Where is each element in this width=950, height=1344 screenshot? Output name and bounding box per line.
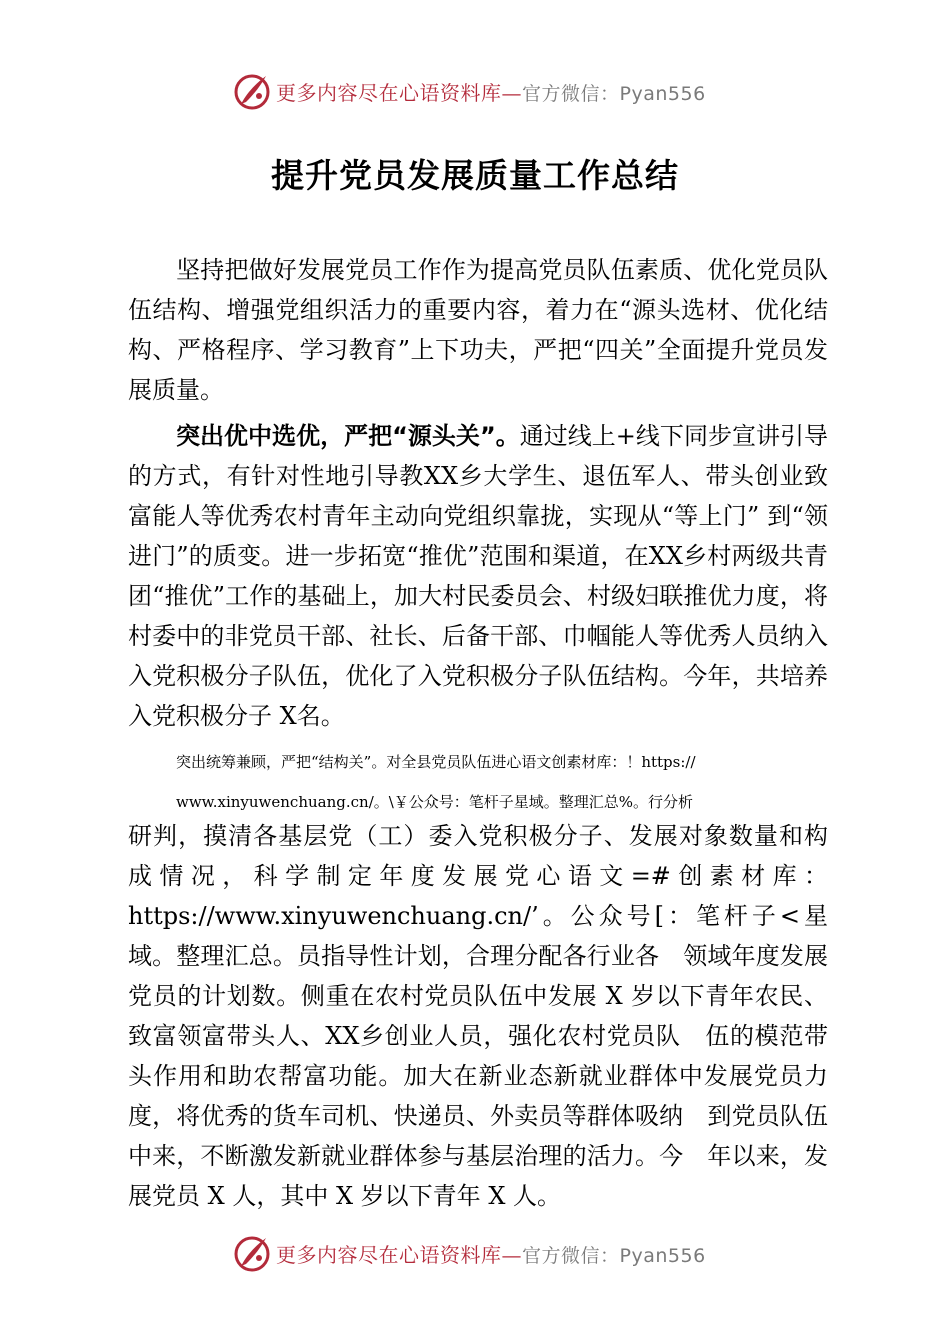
brush-logo-icon: [232, 71, 272, 111]
page-title: 提升党员发展质量工作总结: [271, 156, 679, 195]
structure-small-line-1: 突出统筹兼顾，严把“结构关”。对全县党员队伍进心语文创素材库：！https://: [176, 753, 696, 771]
banner-text: 更多内容尽在心语资料库—官方微信：Pyan556: [276, 1242, 706, 1267]
source-lead: 突出优中选优，严把“源头关”。: [176, 422, 520, 450]
header-banner: [232, 70, 752, 112]
source-paragraph: 突出优中选优，严把“源头关”。通过线上+线下同步宣讲引导的方式，有针对性地引导教XX乡大学生、退伍军人、带头创业致富能人等优秀农村青年主动向党组织靠拢，实现从“等上门” 到“领进门”的质变。进一步拓宽“推优”范围和渠道，在XX乡村两级共青团“推优”工作的基础上，加大村民委员会、村级妇联推优力度，将村委中的非党员干部、社长、后备干部、巾帼能人等优秀人员纳入入党积极分子队伍，优化了入党积极分子队伍结构。今年，共培养入党积极分子 X名。: [128, 422, 829, 730]
brush-logo-icon: [232, 1233, 272, 1273]
structure-paragraph: 研判，摸清各基层党（工）委入党积极分子、发展对象数量和构 成情况，科学制定年度发展党心语文=#创素材库：https://www.xinyuwenchuang.cn/’。公众号[：笔杆子<星域。整理汇总。员指导性计划，合理分配各行业各 领域年度发展党员的计划数。侧重在农村党员队伍中发展 X 岁以下青年农民、致富领富带头人、XX乡创业人员，强化农村党员队 伍的模范带头作用和助农帮富功能。加大在新业态新就业群体中发展党员力度，将优秀的货车司机、快递员、外卖员等群体吸纳 到党员队伍中来，不断激发新就业群体参与基层治理的活力。今 年以来，发展党员 X 人，其中 X 岁以下青年 X 人。: [128, 822, 852, 1210]
banner-text: 更多内容尽在心语资料库—官方微信：Pyan556: [276, 80, 706, 105]
footer-banner: [232, 1232, 752, 1274]
structure-small-line-2: www.xinyuwenchuang.cn/。\￥公众号：笔杆子星域。整理汇总%。行分析: [176, 793, 694, 811]
wechat-id: 官方微信：Pyan556: [522, 1244, 706, 1267]
intro-paragraph: 坚持把做好发展党员工作作为提高党员队伍素质、优化党员队伍结构、增强党组织活力的重要内容，着力在“源头选材、优化结构、严格程序、学习教育”上下功夫，严把“四关”全面提升党员发展质量。: [128, 256, 828, 404]
wechat-id: 官方微信：Pyan556: [522, 82, 706, 105]
